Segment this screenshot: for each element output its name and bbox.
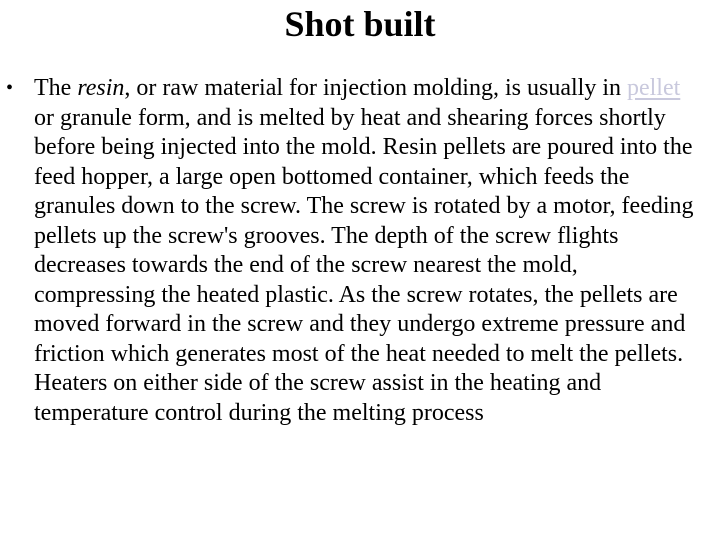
resin-term: resin: [77, 75, 125, 101]
paragraph-text-start: The: [34, 75, 78, 101]
pellet-link[interactable]: pellet: [626, 75, 681, 101]
paragraph-text-end: or granule form, and is melted by heat and shearing forces shortly before being injected into the mold. Resin pellets are poured into the feed hopper, a large open bottomed container, which feeds the granules down to the screw. The screw is rotated by a motor, feeding pellets up the screw's grooves. The depth of the screw flights decreases towards the end of the screw nearest the mold, compressing the heated plastic. As the screw rotates, the pellets are moved forward in the screw and they undergo extreme pressure and friction which generates most of the heat needed to melt the pellets. Heaters on either side of the screw assist in the heating and temperature control during the melting process: [34, 104, 694, 426]
bullet-paragraph: [0, 74, 700, 428]
slide-title: Shot built: [284, 4, 436, 44]
paragraph-text-middle: , or raw material for injection molding, is usually in: [124, 75, 627, 101]
slide-body: [0, 74, 700, 428]
bullet-icon: •: [6, 77, 14, 99]
